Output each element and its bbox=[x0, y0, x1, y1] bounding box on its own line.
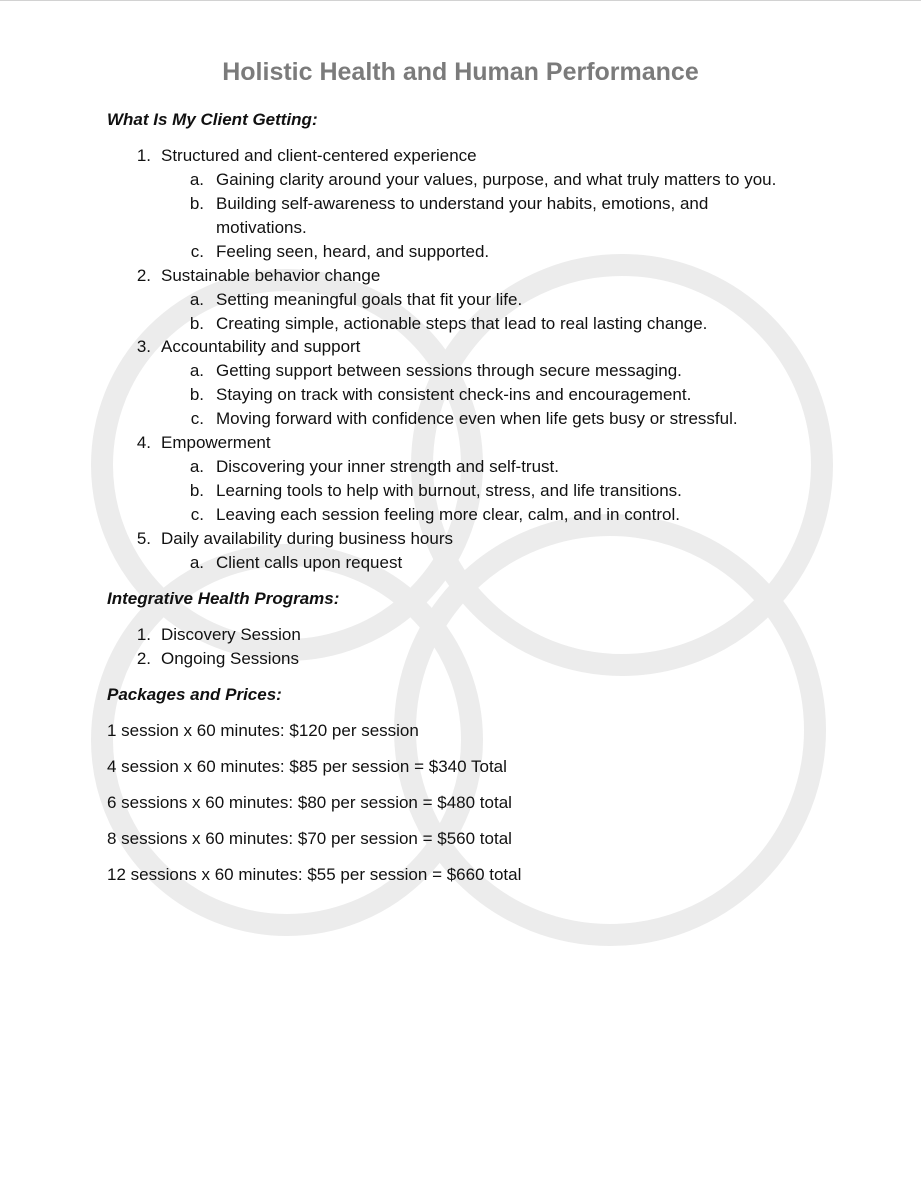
sub-list-letter: a. bbox=[189, 361, 204, 380]
section-heading-client-getting: What Is My Client Getting: bbox=[107, 110, 318, 129]
sub-list-item-text: Gaining clarity around your values, purpose, and what truly matters to you. bbox=[216, 170, 777, 189]
sub-list-letter: c. bbox=[190, 242, 204, 261]
list-item-text: Accountability and support bbox=[161, 337, 361, 356]
price-line: 8 sessions x 60 minutes: $70 per session = $560 total bbox=[107, 829, 512, 848]
top-border bbox=[0, 0, 921, 1]
sub-list-item-text: Getting support between sessions through secure messaging. bbox=[216, 361, 682, 380]
sub-list-letter: a. bbox=[189, 290, 204, 309]
page-title: Holistic Health and Human Performance bbox=[222, 58, 699, 86]
sub-list-letter: c. bbox=[190, 505, 204, 524]
list-number: 5. bbox=[136, 529, 151, 548]
sub-list-item-text: motivations. bbox=[216, 218, 307, 237]
list-item-text: Structured and client-centered experience bbox=[161, 146, 477, 165]
list-number: 1. bbox=[136, 146, 151, 165]
sub-list-item-text: Creating simple, actionable steps that lead to real lasting change. bbox=[216, 314, 708, 333]
sub-list-item-text: Discovering your inner strength and self-trust. bbox=[216, 457, 559, 476]
list-number: 4. bbox=[136, 433, 151, 452]
section-heading-programs: Integrative Health Programs: bbox=[107, 589, 340, 608]
sub-list-letter: b. bbox=[189, 314, 204, 333]
sub-list-item-text: Moving forward with confidence even when life gets busy or stressful. bbox=[216, 409, 738, 428]
sub-list-item-text: Building self-awareness to understand your habits, emotions, and bbox=[216, 194, 709, 213]
price-line: 4 session x 60 minutes: $85 per session = $340 Total bbox=[107, 757, 507, 776]
sub-list-letter: a. bbox=[189, 553, 204, 572]
sub-list-item-text: Feeling seen, heard, and supported. bbox=[216, 242, 490, 261]
sub-list-letter: a. bbox=[189, 170, 204, 189]
list-item-text: Discovery Session bbox=[161, 625, 301, 644]
section-heading-packages: Packages and Prices: bbox=[107, 685, 282, 704]
sub-list-letter: b. bbox=[189, 385, 204, 404]
sub-list-letter: c. bbox=[190, 409, 204, 428]
sub-list-letter: b. bbox=[189, 481, 204, 500]
list-item-text: Ongoing Sessions bbox=[161, 649, 299, 668]
list-number: 2. bbox=[136, 266, 151, 285]
sub-list-item-text: Staying on track with consistent check-ins and encouragement. bbox=[216, 385, 692, 404]
price-line: 12 sessions x 60 minutes: $55 per session = $660 total bbox=[107, 865, 522, 884]
list-item-text: Empowerment bbox=[161, 433, 271, 452]
sub-list-letter: a. bbox=[189, 457, 204, 476]
price-line: 1 session x 60 minutes: $120 per session bbox=[107, 721, 419, 740]
list-item-text: Sustainable behavior change bbox=[161, 266, 381, 285]
price-line: 6 sessions x 60 minutes: $80 per session = $480 total bbox=[107, 793, 512, 812]
list-number: 3. bbox=[136, 337, 151, 356]
list-number: 1. bbox=[136, 625, 151, 644]
sub-list-item-text: Client calls upon request bbox=[216, 553, 403, 572]
sub-list-item-text: Leaving each session feeling more clear, calm, and in control. bbox=[216, 505, 680, 524]
list-number: 2. bbox=[136, 649, 151, 668]
sub-list-letter: b. bbox=[189, 194, 204, 213]
list-item-text: Daily availability during business hours bbox=[161, 529, 453, 548]
sub-list-item-text: Learning tools to help with burnout, stress, and life transitions. bbox=[216, 481, 682, 500]
sub-list-item-text: Setting meaningful goals that fit your life. bbox=[216, 290, 523, 309]
